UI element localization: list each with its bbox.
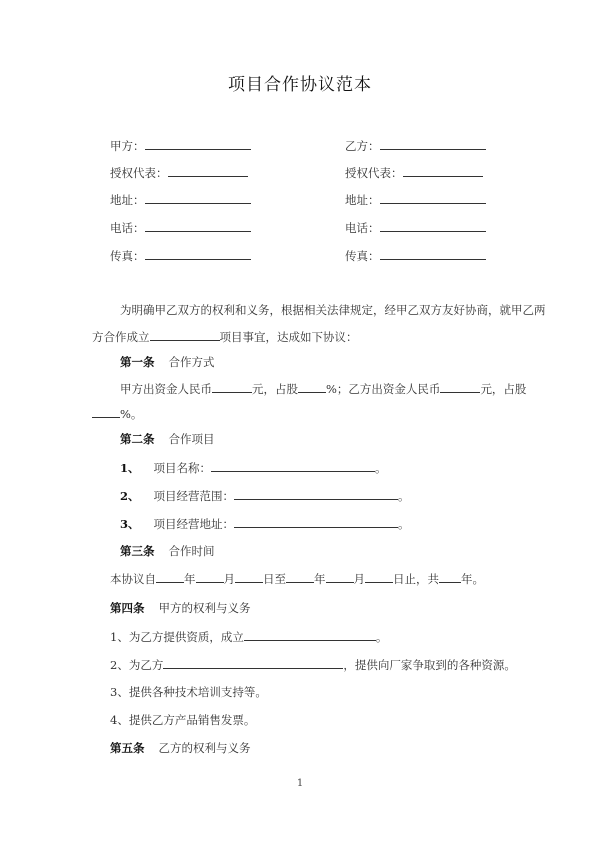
intro-line-2 (92, 328, 358, 345)
art2-item3-end: 。 (398, 517, 410, 531)
party-b-fax-row (345, 247, 486, 264)
article-2-heading-row (120, 431, 215, 447)
article-1-heading-row (120, 354, 215, 370)
party-b-rep-row (345, 164, 483, 181)
art1-text-4: 元，占股 (480, 382, 527, 396)
art2-item1-num: 1、 (120, 461, 140, 475)
article-2-item-1 (120, 459, 387, 476)
article-2-title: 合作项目 (168, 432, 215, 446)
party-b-address-row (345, 191, 486, 208)
intro-line-1: 为明确甲乙双方的权利和义务，根据相关法律规定，经甲乙双方友好协商，就甲乙两 (120, 303, 546, 317)
art1-text-5: %。 (120, 407, 143, 421)
project-name-field-blank (211, 459, 375, 472)
art3-text-3: 月 (223, 572, 235, 586)
party-a-phone-row (110, 219, 251, 236)
article-4-heading: 第四条 (110, 601, 145, 615)
party-b-name-label: 乙方： (345, 139, 380, 153)
article-1-line-2 (92, 405, 142, 422)
article-4-item-1 (110, 628, 387, 645)
party-b-rep-label: 授权代表： (345, 166, 403, 180)
article-1-line-1 (120, 380, 526, 397)
party-b-address-blank (380, 191, 486, 204)
party-a-address-row (110, 191, 251, 208)
article-4-title: 甲方的权利与义务 (158, 601, 251, 615)
article-3-title: 合作时间 (168, 544, 215, 558)
party-b-rep-blank (403, 164, 483, 177)
art3-text-1: 本协议自 (110, 572, 156, 586)
document-title: 项目合作协议范本 (228, 75, 372, 95)
art2-item1-label: 项目名称： (153, 461, 212, 475)
start-month-blank (196, 570, 224, 583)
party-a-fax-label: 传真： (110, 249, 145, 263)
intro-line-2-post: 项目事宜，达成如下协议： (219, 330, 358, 344)
article-3-line (110, 570, 484, 587)
party-a-name-row (110, 137, 251, 154)
art1-text-3: %；乙方出资金人民币 (326, 382, 441, 396)
party-b-fax-label: 传真： (345, 249, 380, 263)
article-5-heading: 第五条 (110, 741, 145, 755)
art1-text-2: 元，占股 (252, 382, 298, 396)
art3-text-4: 日至 (263, 572, 286, 586)
party-b-phone-label: 电话： (345, 221, 380, 235)
article-2-heading: 第二条 (120, 432, 155, 446)
party-a-fax-blank (145, 247, 251, 260)
art2-item2-end: 。 (398, 489, 410, 503)
party-a-address-blank (145, 191, 251, 204)
article-2-item-3 (120, 515, 410, 532)
party-b-share-blank (92, 405, 120, 418)
party-a-capital-blank (212, 380, 252, 393)
art4-item2-post: ，提供向厂家争取到的各种资源。 (343, 658, 516, 672)
party-b-name-blank (380, 137, 486, 150)
art3-text-2: 年 (184, 572, 196, 586)
party-a-phone-blank (145, 219, 251, 232)
party-b-address-label: 地址： (345, 193, 380, 207)
art1-text-1: 甲方出资金人民币 (120, 382, 212, 396)
art2-item3-label: 项目经营地址： (153, 517, 235, 531)
article-4-heading-row (110, 600, 251, 616)
art2-item2-label: 项目经营范围： (153, 489, 235, 503)
page-number: 1 (296, 778, 304, 789)
intro-line-2-pre: 方合作成立 (92, 330, 150, 344)
business-address-blank (234, 515, 398, 528)
article-5-title: 乙方的权利与义务 (158, 741, 251, 755)
end-day-blank (365, 570, 393, 583)
party-a-fax-row (110, 247, 251, 264)
art2-item3-num: 3、 (120, 517, 140, 531)
art2-item2-num: 2、 (120, 489, 140, 503)
party-a-share-blank (298, 380, 326, 393)
qualification-entity-blank (244, 628, 376, 641)
article-4-item-4: 4、提供乙方产品销售发票。 (110, 713, 256, 727)
party-b-name-row (345, 137, 486, 154)
art3-text-8: 年。 (461, 572, 484, 586)
party-a-rep-label: 授权代表： (110, 166, 168, 180)
end-month-blank (326, 570, 354, 583)
article-3-heading: 第三条 (120, 544, 155, 558)
resource-purpose-blank (163, 656, 343, 669)
project-name-blank (150, 328, 220, 341)
article-3-heading-row (120, 543, 215, 559)
party-b-capital-blank (440, 380, 480, 393)
art4-item1-end: 。 (375, 630, 388, 644)
party-a-name-label: 甲方： (110, 139, 145, 153)
art3-text-6: 月 (353, 572, 365, 586)
party-b-fax-blank (380, 247, 486, 260)
party-a-rep-blank (168, 164, 248, 177)
party-a-name-blank (145, 137, 251, 150)
end-year-blank (286, 570, 314, 583)
article-5-heading-row (110, 740, 251, 756)
start-year-blank (156, 570, 184, 583)
art3-text-5: 年 (314, 572, 326, 586)
article-4-item-2 (110, 656, 516, 673)
party-a-rep-row (110, 164, 248, 181)
art2-item1-end: 。 (375, 461, 387, 475)
party-b-phone-blank (380, 219, 486, 232)
start-day-blank (235, 570, 263, 583)
art4-item2-pre: 2、为乙方 (110, 658, 164, 672)
article-1-heading: 第一条 (120, 355, 155, 369)
party-b-phone-row (345, 219, 486, 236)
party-a-phone-label: 电话： (110, 221, 145, 235)
art3-text-7: 日止，共 (393, 572, 439, 586)
art4-item1-text: 1、为乙方提供资质，成立 (110, 630, 244, 644)
article-4-item-3: 3、提供各种技术培训支持等。 (110, 685, 267, 699)
article-1-title: 合作方式 (168, 355, 215, 369)
party-a-address-label: 地址： (110, 193, 145, 207)
total-years-blank (439, 570, 461, 583)
article-2-item-2 (120, 487, 410, 504)
business-scope-blank (234, 487, 398, 500)
